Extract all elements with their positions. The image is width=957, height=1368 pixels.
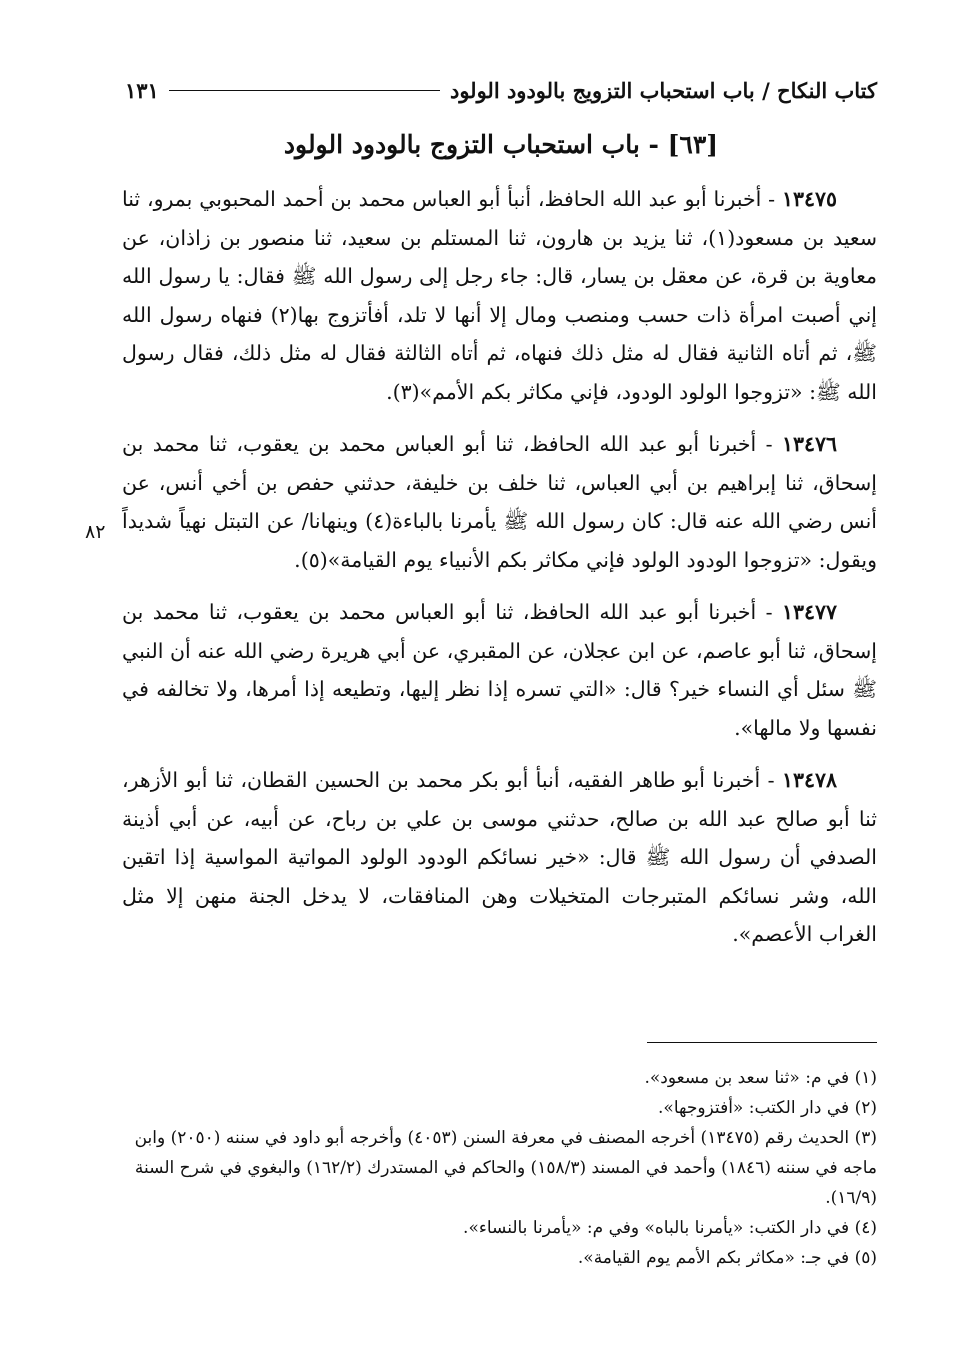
- hadith-text: أخبرنا أبو عبد الله الحافظ، ثنا أبو العباس محمد بن يعقوب، ثنا محمد بن إسحاق، ثنا إبراهيم بن أبي العباس، ثنا خلف بن خليفة، حدثني حفص بن أخي أنس، عن أنس رضي الله عنه قال: كان رسول الله ﷺ يأمرنا بالباءة(٤) وينهانا/ عن التبتل نهياً شديداً ويقول: «تزوجوا الودود الولود فإني مكاثر بكم الأنبياء يوم القيامة»(٥).: [122, 432, 877, 572]
- footnote: [122, 1243, 877, 1273]
- running-title: كتاب النكاح / باب استحباب التزويج بالودود الولود: [449, 77, 877, 103]
- manuscript-folio-number: ٨٢: [85, 521, 106, 543]
- footnote-text: في دار الكتب: «أفتزوجها».: [658, 1098, 850, 1118]
- hadith-number: ١٣٤٧٥: [781, 187, 837, 211]
- footnotes: [122, 1063, 877, 1273]
- hadith-paragraph: ١٣٤٧٦ - أخبرنا أبو عبد الله الحافظ، ثنا أبو العباس محمد بن يعقوب، ثنا محمد بن إسحاق، ثنا إبراهيم بن أبي العباس، ثنا خلف بن خليفة، حدثني حفص بن أخي أنس، عن أنس رضي الله عنه قال: كان رسول الله ﷺ يأمرنا بالباءة(٤) وينهانا/ عن التبتل نهياً شديداً ويقول: «تزوجوا الودود الولود فإني مكاثر بكم الأنبياء يوم القيامة»(٥).: [122, 432, 877, 572]
- chapter-title: [٦٣] - باب استحباب التزوج بالودود الولود: [283, 130, 719, 159]
- footnote: [122, 1213, 877, 1243]
- hadith-number: ١٣٤٧٦: [781, 432, 837, 456]
- footnote-text: في دار الكتب: «يأمرنا بالباه» وفي م: «يأمرنا بالنساء».: [463, 1218, 850, 1238]
- hadith-text: أخبرنا أبو طاهر الفقيه، أنبأ أبو بكر محمد بن الحسين القطان، ثنا أبو الأزهر، ثنا أبو صالح عبد الله بن صالح، حدثني موسى بن علي بن رباح، عن أبيه، عن أبي أذينة الصدفي أن رسول الله ﷺ قال: «خير نسائكم الودود الولود المواتية المواسية إذا اتقين الله، وشر نسائكم المتبرجات المتخيلات وهن المنافقات، لا يدخل الجنة منهن إلا مثل الغراب الأعصم».: [122, 768, 877, 946]
- footnote-mark: (٤): [854, 1218, 877, 1238]
- footnote-mark: (٢): [854, 1098, 877, 1118]
- footnote-text: الحديث رقم (١٣٤٧٥) أخرجه المصنف في معرفة السنن (٤٠٥٣) وأخرجه أبو داود في سننه (٢٠٥٠) وابن ماجه في سننه (١٨٤٦) وأحمد في المسند (١٥٨/٣) والحاكم في المستدرك (١٦٢/٢) والبغوي في شرح السنة (١٦/٩).: [134, 1128, 877, 1208]
- hadith-text: أخبرنا أبو عبد الله الحافظ، ثنا أبو العباس محمد بن يعقوب، ثنا محمد بن إسحاق، ثنا أبو عاصم، عن ابن عجلان، عن المقبري، عن أبي هريرة رضي الله عنه أن النبي ﷺ سئل أي النساء خير؟ قال: «التي تسره إذا نظر إليها، وتطيعه إذا أمرها، ولا تخالفه في نفسها ولا مالها».: [122, 600, 877, 740]
- running-header: [125, 70, 877, 110]
- footnote-mark: (٣): [854, 1128, 877, 1148]
- hadith-number: ١٣٤٧٧: [781, 600, 837, 624]
- hadith-paragraph: ١٣٤٧٧ - أخبرنا أبو عبد الله الحافظ، ثنا أبو العباس محمد بن يعقوب، ثنا محمد بن إسحاق، ثنا أبو عاصم، عن ابن عجلان، عن المقبري، عن أبي هريرة رضي الله عنه أن النبي ﷺ سئل أي النساء خير؟ قال: «التي تسره إذا نظر إليها، وتطيعه إذا أمرها، ولا تخالفه في نفسها ولا مالها».: [122, 600, 877, 740]
- footnote-text: في جـ: «مكاثر بكم الأمم يوم القيامة».: [577, 1248, 850, 1268]
- hadith-text: أخبرنا أبو عبد الله الحافظ، أنبأ أبو العباس محمد بن أحمد المحبوبي بمرو، ثنا سعيد بن مسعود(١)، ثنا يزيد بن هارون، ثنا المستلم بن سعيد، ثنا منصور بن زاذان، عن معاوية بن قرة، عن معقل بن يسار، قال: جاء رجل إلى رسول الله ﷺ فقال: يا رسول الله إني أصبت امرأة ذات حسب ومنصب ومال إلا أنها لا تلد، أفأتزوج بها(٢) فنهاه رسول الله ﷺ، ثم أتاه الثانية فقال له مثل ذلك فنهاه، ثم أتاه الثالثة فقال له مثل ذلك، فقال رسول الله ﷺ: «تزوجوا الولود الودود، فإني مكاثر بكم الأمم»(٣).: [122, 187, 878, 404]
- footnote-text: في م: «ثنا سعد بن مسعود».: [644, 1068, 850, 1088]
- hadith-number: ١٣٤٧٨: [781, 768, 837, 792]
- page-number: ١٣١: [125, 77, 159, 103]
- header-rule: [169, 90, 440, 91]
- hadith-paragraph: ١٣٤٧٥ - أخبرنا أبو عبد الله الحافظ، أنبأ أبو العباس محمد بن أحمد المحبوبي بمرو، ثنا سعيد بن مسعود(١)، ثنا يزيد بن هارون، ثنا المستلم بن سعيد، ثنا منصور بن زاذان، عن معاوية بن قرة، عن معقل بن يسار، قال: جاء رجل إلى رسول الله ﷺ فقال: يا رسول الله إني أصبت امرأة ذات حسب ومنصب ومال إلا أنها لا تلد، أفأتزوج بها(٢) فنهاه رسول الله ﷺ، ثم أتاه الثانية فقال له مثل ذلك فنهاه، ثم أتاه الثالثة فقال له مثل ذلك، فقال رسول الله ﷺ: «تزوجوا الولود الودود، فإني مكاثر بكم الأمم»(٣).: [122, 187, 878, 404]
- footnote-divider: [647, 1042, 877, 1043]
- footnote: [122, 1123, 877, 1213]
- footnote-mark: (٥): [854, 1248, 877, 1268]
- footnote: [122, 1093, 877, 1123]
- main-text: [122, 180, 877, 968]
- footnote: [122, 1063, 877, 1093]
- footnote-mark: (١): [854, 1068, 877, 1088]
- hadith-paragraph: ١٣٤٧٨ - أخبرنا أبو طاهر الفقيه، أنبأ أبو بكر محمد بن الحسين القطان، ثنا أبو الأزهر، ثنا أبو صالح عبد الله بن صالح، حدثني موسى بن علي بن رباح، عن أبيه، عن أبي أذينة الصدفي أن رسول الله ﷺ قال: «خير نسائكم الودود الولود المواتية المواسية إذا اتقين الله، وشر نسائكم المتبرجات المتخيلات وهن المنافقات، لا يدخل الجنة منهن إلا مثل الغراب الأعصم».: [122, 768, 877, 946]
